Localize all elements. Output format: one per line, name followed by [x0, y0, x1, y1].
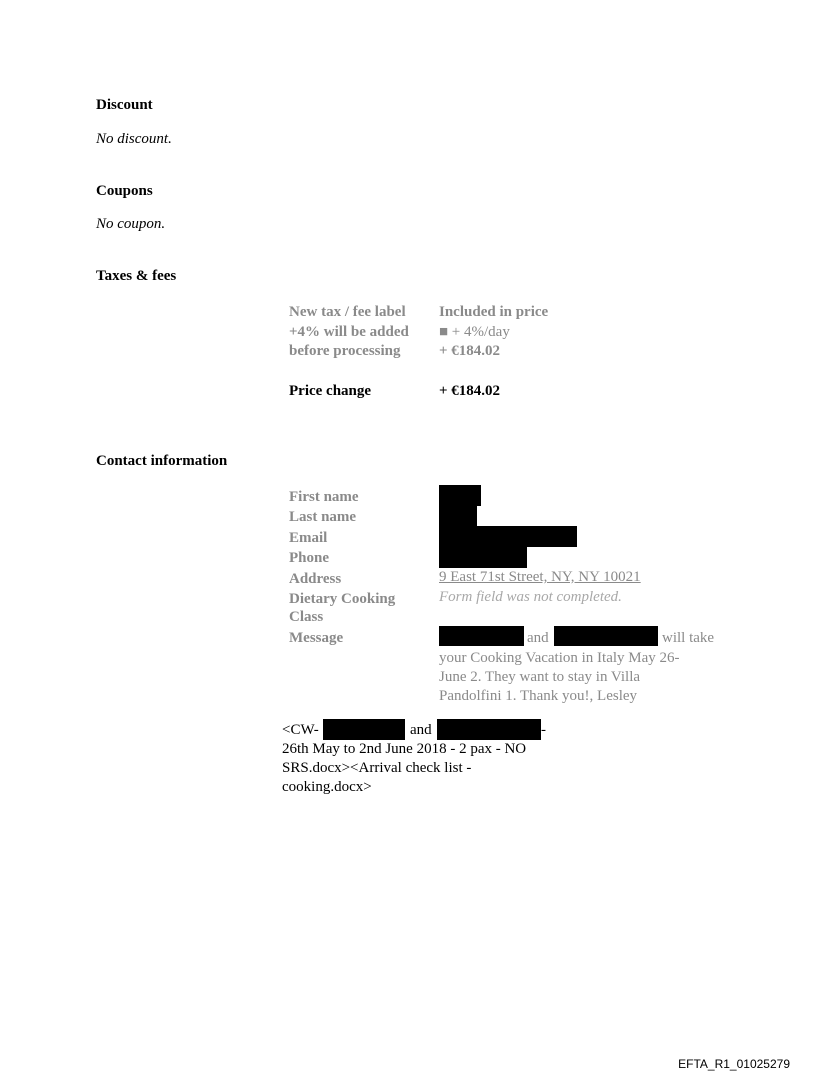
message-label: Message — [289, 630, 344, 646]
price-change-label: Price change — [289, 383, 372, 399]
email-redaction — [439, 526, 577, 547]
first-name-redaction — [439, 485, 481, 506]
coupons-text: No coupon. — [96, 216, 166, 232]
attachment-line-2: 26th May to 2nd June 2018 - 2 pax - NO — [282, 741, 527, 757]
attachment-line-4: cooking.docx> — [282, 779, 372, 795]
phone-redaction — [439, 547, 527, 568]
dietary-value: Form field was not completed. — [439, 589, 622, 605]
last-name-label: Last name — [289, 509, 357, 525]
address-link[interactable]: 9 East 71st Street, NY, NY 10021 — [439, 569, 641, 585]
attachment-redaction-2 — [437, 719, 541, 740]
contact-heading: Contact information — [96, 453, 228, 469]
tax-value-row2: ■ + 4%/day — [439, 324, 510, 340]
attachment-dash: - — [541, 722, 546, 738]
address-label: Address — [289, 571, 342, 587]
attachment-redaction-1 — [323, 719, 405, 740]
email-label: Email — [289, 530, 328, 546]
tax-label-row2: +4% will be added — [289, 324, 409, 340]
price-change-value: + €184.02 — [439, 383, 501, 399]
document-id: EFTA_R1_01025279 — [678, 1057, 790, 1071]
attachment-prefix: <CW- — [282, 722, 319, 738]
attachment-line-3: SRS.docx><Arrival check list - — [282, 760, 472, 776]
attachment-and: and — [410, 722, 432, 738]
phone-label: Phone — [289, 550, 330, 566]
coupons-heading: Coupons — [96, 183, 153, 199]
message-line-4: Pandolfini 1. Thank you!, Lesley — [439, 688, 638, 704]
message-line-2: your Cooking Vacation in Italy May 26- — [439, 650, 680, 666]
message-and: and — [527, 630, 549, 646]
dietary-label-cont: Class — [289, 609, 324, 625]
tax-label-row3: before processing — [289, 343, 401, 359]
discount-text: No discount. — [96, 131, 172, 147]
message-will-take: will take — [662, 630, 715, 646]
taxes-heading: Taxes & fees — [96, 268, 177, 284]
message-name-redaction-1 — [439, 626, 524, 646]
first-name-label: First name — [289, 489, 359, 505]
message-line-3: June 2. They want to stay in Villa — [439, 669, 641, 685]
message-name-redaction-2 — [554, 626, 658, 646]
last-name-redaction — [439, 505, 477, 526]
tax-label-row1: New tax / fee label — [289, 304, 406, 320]
discount-heading: Discount — [96, 97, 153, 113]
dietary-label: Dietary Cooking — [289, 591, 396, 607]
tax-value-row3: + €184.02 — [439, 343, 501, 359]
tax-value-row1: Included in price — [439, 304, 549, 320]
